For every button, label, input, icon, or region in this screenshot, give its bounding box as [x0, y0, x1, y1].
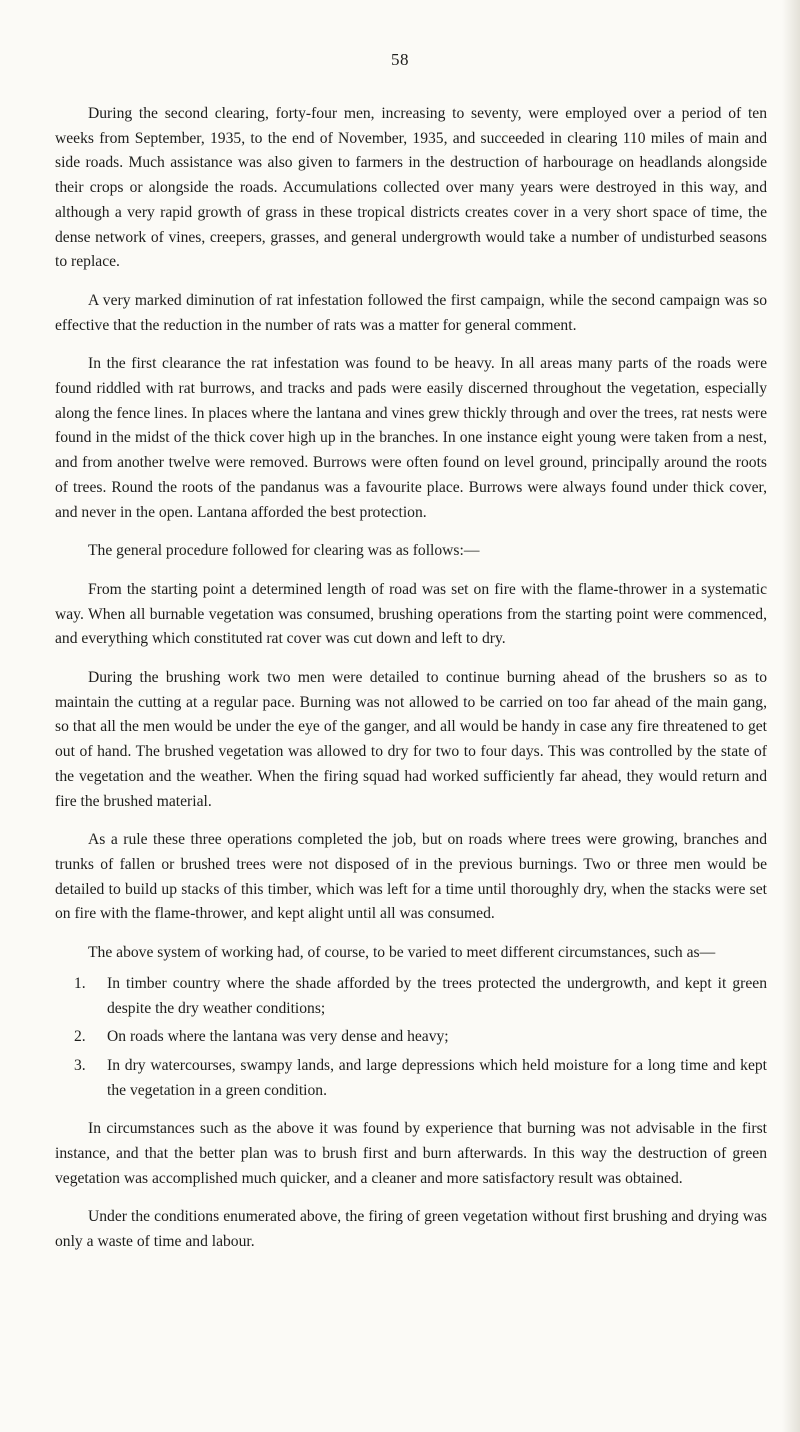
list-item-text: In timber country where the shade afforded by the trees protected the undergrowth, and kept it green despite the dry weather conditions; [107, 974, 767, 1017]
list-item [74, 1054, 767, 1103]
list-item [74, 1025, 767, 1050]
page-edge-shadow [782, 0, 800, 1432]
list-item-text: On roads where the lantana was very dense and heavy; [107, 1028, 449, 1046]
paragraph: The above system of working had, of course, to be varied to meet different circumstances, such as— [88, 944, 716, 962]
paragraph: As a rule these three operations completed the job, but on roads where trees were growing, branches and trunks of fallen or brushed trees were not disposed of in the previous burnings. Two or three men would be detailed to build up stacks of this timber, which was left for a time until thoroughly dry, when the stacks were set on fire with the flame-thrower, and kept alight until all was consumed. [55, 831, 767, 923]
list-item [74, 972, 767, 1021]
list-item-number: 3. [74, 1056, 86, 1074]
list-item-number: 1. [74, 974, 86, 992]
circumstances-list [55, 972, 767, 1104]
body-text [55, 102, 767, 1269]
paragraph: In the first clearance the rat infestation was found to be heavy. In all areas many parts of the roads were found riddled with rat burrows, and tracks and pads were easily discerned throughout the vegetation, especially along the fence lines. In places where the lantana and vines grew thickly through and over the trees, rat nests were found in the midst of the thick cover high up in the branches. In one instance eight young were taken from a nest, and from another twelve were removed. Burrows were often found on level ground, principally around the roots of trees. Round the roots of the pandanus was a favourite place. Burrows were always found under thick cover, and never in the open. Lantana afforded the best protection. [55, 355, 767, 521]
paragraph: During the second clearing, forty-four men, increasing to seventy, were employed over a period of ten weeks from September, 1935, to the end of November, 1935, and succeeded in clearing 110 miles of main and side roads. Much assistance was also given to farmers in the destruction of harbourage on headlands alongside their crops or alongside the roads. Accumulations collected over many years were destroyed in this way, and although a very rapid growth of grass in these tropical districts creates cover in a very short space of time, the dense network of vines, creepers, grasses, and general undergrowth would take a number of undisturbed seasons to replace. [55, 105, 767, 271]
paragraph: A very marked diminution of rat infestation followed the first campaign, while the second campaign was so effective that the reduction in the number of rats was a matter for general comment. [55, 291, 767, 334]
paragraph: Under the conditions enumerated above, the firing of green vegetation without first brushing and drying was only a waste of time and labour. [55, 1208, 767, 1251]
paragraph: From the starting point a determined length of road was set on fire with the flame-thrower in a systematic way. When all burnable vegetation was consumed, brushing operations from the starting point were commenced, and everything which constituted rat cover was cut down and left to dry. [55, 580, 767, 648]
paragraph: The general procedure followed for clearing was as follows:— [88, 542, 480, 560]
list-item-number: 2. [74, 1028, 86, 1046]
paragraph: During the brushing work two men were detailed to continue burning ahead of the brushers so as to maintain the cutting at a regular pace. Burning was not allowed to be carried on too far ahead of the main gang, so that all the men would be under the eye of the ganger, and all would be handy in case any fire threatened to get out of hand. The brushed vegetation was allowed to dry for two to four days. This was controlled by the state of the vegetation and the weather. When the firing squad had worked sufficiently far ahead, they would return and fire the brushed material. [55, 669, 767, 810]
paragraph: In circumstances such as the above it was found by experience that burning was not advisable in the first instance, and that the better plan was to brush first and burn afterwards. In this way the destruction of green vegetation was accomplished much quicker, and a cleaner and more satisfactory result was obtained. [55, 1120, 767, 1187]
page-number: 58 [391, 50, 409, 69]
list-item-text: In dry watercourses, swampy lands, and large depressions which held moisture for a long time and kept the vegetation in a green condition. [107, 1056, 767, 1099]
